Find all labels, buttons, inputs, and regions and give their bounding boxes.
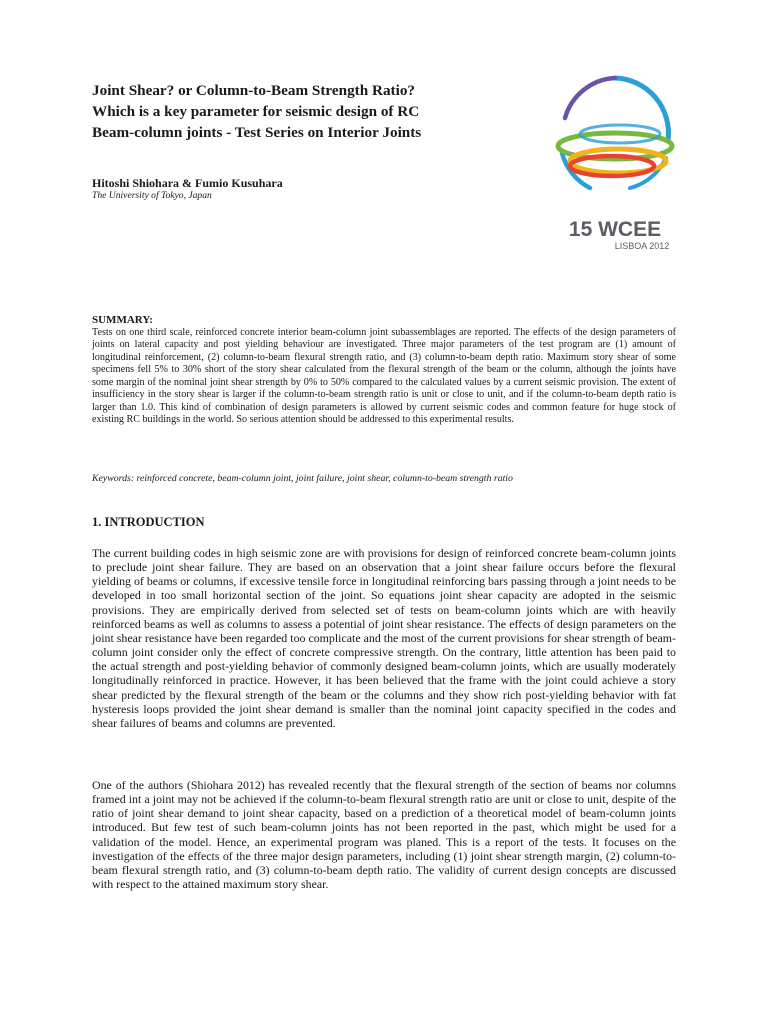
paper-title xyxy=(92,80,562,143)
keywords: Keywords: reinforced concrete, beam-column joint, joint failure, joint shear, column-to-beam strength ratio xyxy=(92,473,513,484)
title-line: Beam-column joints - Test Series on Interior Joints xyxy=(92,124,422,141)
affiliation: The University of Tokyo, Japan xyxy=(92,190,212,201)
paragraph: The current building codes in high seismic zone are with provisions for design of reinforced concrete beam-column joints to preclude joint shear failure. They are based on an observation that a joint shear failure occurs before the flexural yielding of beams or columns, if excessive tensile force in longitudinal reinforcing bars passing through a joint needs to be developed in too small horizontal section of the joint. So equations joint shear capacity are adopted in the seismic provisions. They are empirically derived from selected set of tests on beam-column joints which are with heavily reinforced beams as well as columns to assess a potential of joint shear resistance. The effects of design parameters on the joint shear resistance have been regarded too complicate and the most of the current provisions for shear strength of beam-column joint consider only the effect of concrete compressive strength. On the contrary, little attention has been paid to the actual strength and post-yielding behavior of commonly designed beam-column joints, which are usually moderately longitudinally reinforced in practice. However, it has been believed that the frame with the joint could achieve a story shear predicted by the flexural strength of the beam or the columns and they show rich post-yielding behavior with fat hysteresis loops provided the joint shear demand is smaller than the nominal joint capacity specified in the codes and shear failures of beams and columns are prevented. xyxy=(92,546,676,730)
wcee-globe-rings-logo-icon xyxy=(540,58,690,258)
summary-text: Tests on one third scale, reinforced concrete interior beam-column joint subassemblages are reported. The effects of the design parameters of joints on lateral capacity and post yielding behaviour are investigated. Three major parameters of the test program are (1) amount of longitudinal reinforcement, (2) column-to-beam flexural strength ratio, and (3) column-to-beam depth ratio. Maximum story shear of some specimens fell 5% to 30% short of the story shear calculated from the flexural strength of the beam or the column, although the joints have some margin of the nominal joint shear strength by 0% to 50% compared to the calculated values by a current seismic provision. The extent of insufficiency in the story shear is larger if the column-to-beam strength ratio is unit or close to unit, and if the column-to-beam depth ratio is larger than 1.0. This kind of combination of design parameters is allowed by current seismic codes and common feature for huge stock of existing RC buildings in the world. So serious attention should be addressed to this experimental results. xyxy=(92,327,676,426)
title-line: Which is a key parameter for seismic design of RC xyxy=(92,103,420,120)
title-line: Joint Shear? or Column-to-Beam Strength Ratio? xyxy=(92,82,416,99)
authors: Hitoshi Shiohara & Fumio Kusuhara xyxy=(92,176,283,190)
logo-subtitle: LISBOA 2012 xyxy=(614,241,670,251)
section-heading: 1. INTRODUCTION xyxy=(92,515,205,529)
summary-heading: SUMMARY: xyxy=(92,314,153,326)
logo-name: 15 WCEE xyxy=(568,218,662,241)
paragraph: One of the authors (Shiohara 2012) has revealed recently that the flexural strength of the section of beams nor columns framed int a joint may not be achieved if the column-to-beam flexural strength ratio are unit or close to unit, despite of the ratio of joint shear demand to joint shear capacity, based on a prediction of a theoretical model of beam-column joints introduced. But few test of such beam-column joints has not been reported in the past, which might be used for a validation of the model. Hence, an experimental program was planed. This is a report of the tests. It focuses on the investigation of the effects of the three major design parameters, including (1) joint shear strength margin, (2) column-to-beam flexural strength ratio, and (3) column-to-beam depth ratio. The validity of current design concepts are discussed with respect to the attained maximum story shear. xyxy=(92,778,676,892)
wcee-logo xyxy=(540,58,690,258)
